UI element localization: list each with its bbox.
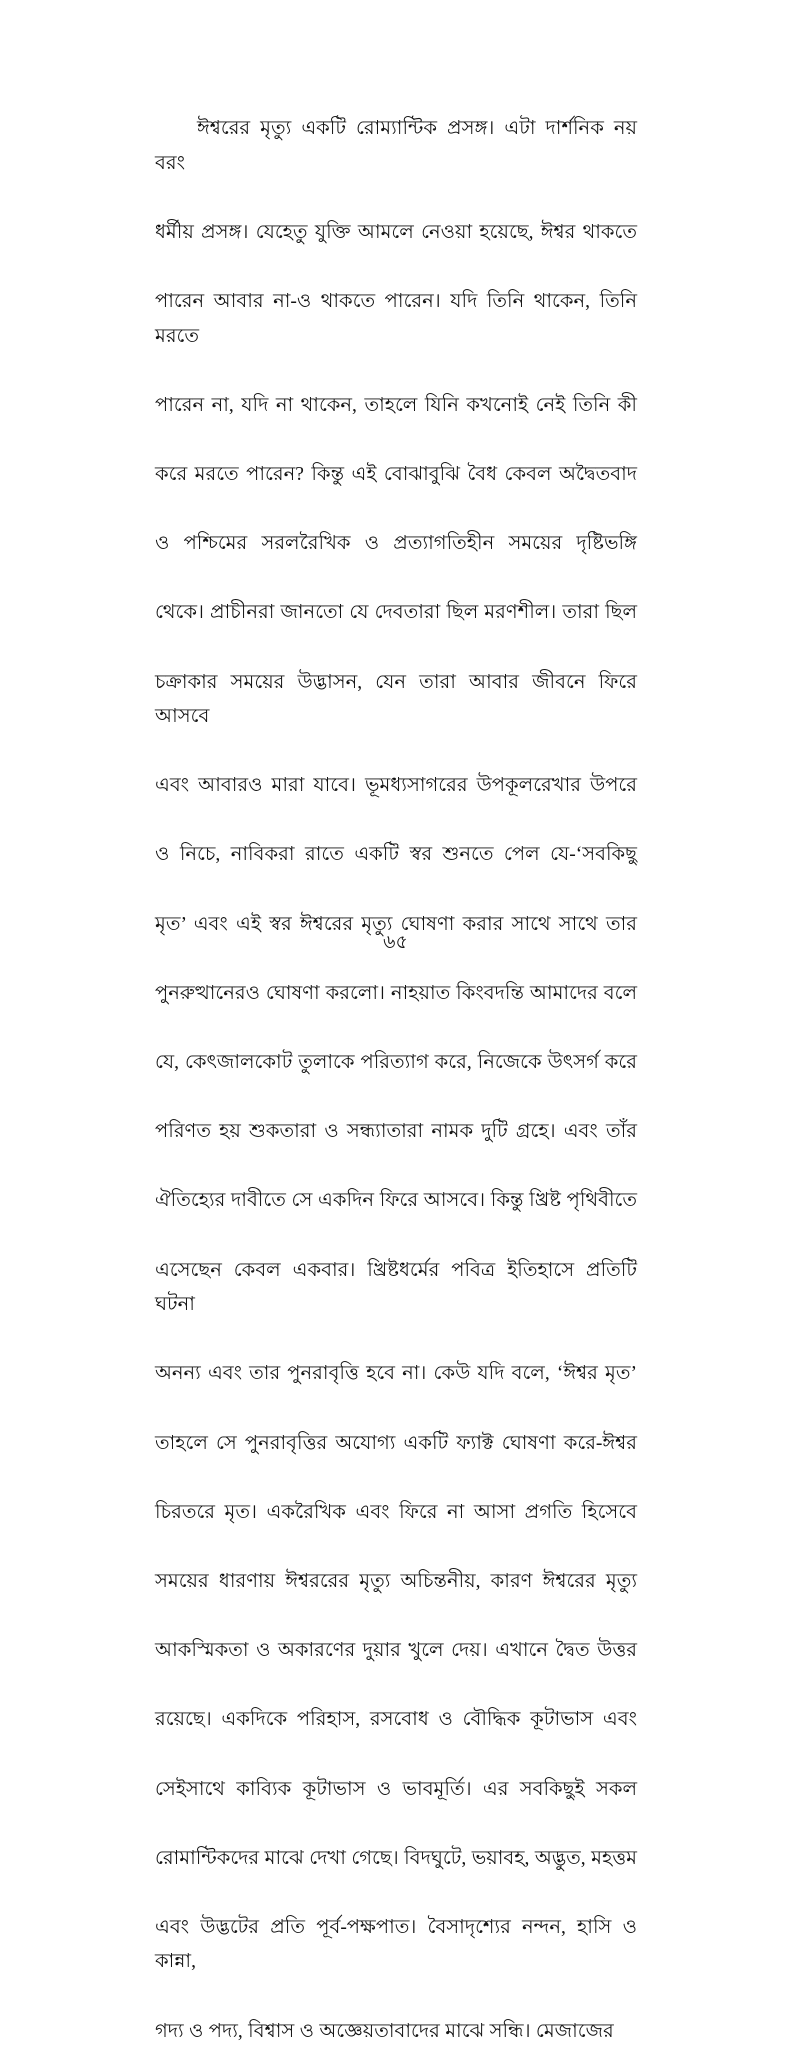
- text-line: পারেন আবার না-ও থাকতে পারেন। যদি তিনি থাকেন, তিনি মরতে: [155, 290, 637, 347]
- text-line: ও নিচে, নাবিকরা রাতে একটি স্বর শুনতে পেল যে-‘সবকিছু: [155, 844, 637, 866]
- text-line: থেকে। প্রাচীনরা জানতো যে দেবতারা ছিল মরণশীল। তারা ছিল: [155, 602, 637, 624]
- text-line: অনন্য এবং তার পুনরাবৃত্তি হবে না। কেউ যদি বলে, ‘ঈশ্বর মৃত’: [155, 1363, 637, 1385]
- text-line: চক্রাকার সময়ের উদ্ভাসন, যেন তারা আবার জীবনে ফিরে আসবে: [155, 671, 637, 728]
- text-line: রয়েছে। একদিকে পরিহাস, রসবোধ ও বৌদ্ধিক কূটাভাস এবং: [155, 1709, 637, 1731]
- text-line: পরিণত হয় শুকতারা ও সন্ধ্যাতারা নামক দুটি গ্রহে। এবং তাঁর: [155, 1121, 637, 1143]
- text-line: ঐতিহ্যের দাবীতে সে একদিন ফিরে আসবে। কিন্তু খ্রিষ্ট পৃথিবীতে: [155, 1190, 637, 1212]
- text-line: সেইসাথে কাব্যিক কূটাভাস ও ভাবমূর্তি। এর সবকিছুই সকল: [155, 1778, 637, 1800]
- text-line: তাহলে সে পুনরাবৃত্তির অযোগ্য একটি ফ্যাক্ট ঘোষণা করে-ঈশ্বর: [155, 1432, 637, 1454]
- text-line: ও পশ্চিমের সরলরৈখিক ও প্রত্যাগতিহীন সময়ের দৃষ্টিভঙ্গি: [155, 533, 637, 555]
- page-number: ৬৫: [383, 932, 408, 953]
- text-line: এসেছেন কেবল একবার। খ্রিষ্টধর্মের পবিত্র ইতিহাসে প্রতিটি ঘটনা: [155, 1259, 637, 1316]
- text-line: সময়ের ধারণায় ঈশ্বররের মৃত্যু অচিন্তনীয়, কারণ ঈশ্বরের মৃত্যু: [155, 1570, 637, 1592]
- text-line: পারেন না, যদি না থাকেন, তাহলে যিনি কখনোই নেই তিনি কী: [155, 394, 637, 416]
- text-line: এবং উদ্ভটের প্রতি পূর্ব-পক্ষপাত। বৈসাদৃশ্যের নন্দন, হাসি ও কান্না,: [155, 1916, 637, 1973]
- text-line: চিরতরে মৃত। একরৈখিক এবং ফিরে না আসা প্রগতি হিসেবে: [155, 1501, 637, 1523]
- text-line: করে মরতে পারেন? কিন্তু এই বোঝাবুঝি বৈধ কেবল অদ্বৈতবাদ: [155, 463, 637, 485]
- text-line: গদ্য ও পদ্য, বিশ্বাস ও অজ্ঞেয়তাবাদের মাঝে সন্ধি। মেজাজের: [155, 2020, 614, 2042]
- page-text-block: [155, 112, 637, 2049]
- text-line: যে, কেৎজালকোট তুলাকে পরিত্যাগ করে, নিজেকে উৎসর্গ করে: [155, 1052, 637, 1074]
- text-line: এবং আবারও মারা যাবে। ভূমধ্যসাগরের উপকূলরেখার উপরে: [155, 775, 637, 797]
- text-line: পুনরুত্থানেরও ঘোষণা করলো। নাহয়াত কিংবদন্তি আমাদের বলে: [155, 982, 637, 1004]
- text-line: ঈশ্বরের মৃত্যু একটি রোম্যান্টিক প্রসঙ্গ। এটা দার্শনিক নয় বরং: [155, 118, 637, 174]
- text-line: আকস্মিকতা ও অকারণের দুয়ার খুলে দেয়। এখানে দ্বৈত উত্তর: [155, 1640, 637, 1662]
- text-line: ধর্মীয় প্রসঙ্গ। যেহেতু যুক্তি আমলে নেওয়া হয়েছে, ঈশ্বর থাকতে: [155, 221, 637, 243]
- text-line: মৃত’ এবং এই স্বর ঈশ্বরের মৃত্যু ঘোষণা করার সাথে সাথে তার: [155, 913, 637, 935]
- body-paragraph: [155, 112, 637, 2049]
- text-line: রোমান্টিকদের মাঝে দেখা গেছে। বিদঘুটে, ভয়াবহ, অদ্ভুত, মহত্তম: [155, 1847, 637, 1869]
